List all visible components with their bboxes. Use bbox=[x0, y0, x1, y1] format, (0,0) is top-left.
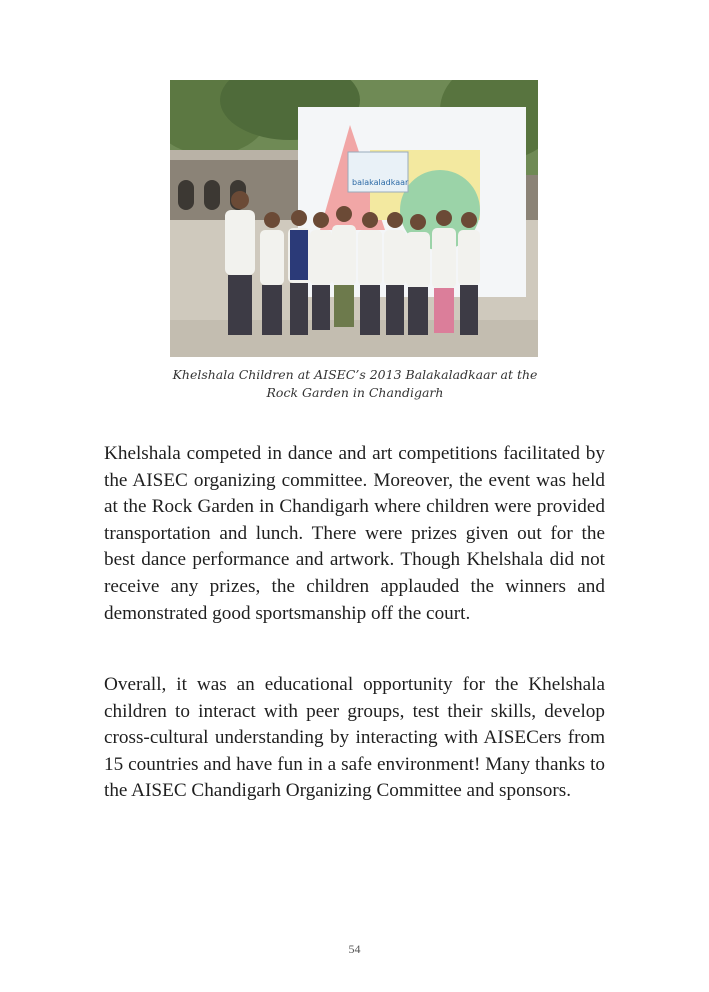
banner-logo-text: balakaladkaar bbox=[352, 178, 409, 187]
body-paragraph-2: Overall, it was an educational opportunity for the Khelshala children to interact with peer groups, test their skills, develop cross-cultural understanding by interacting with AISECers from 15 countries and have fun in a safe environment! Many thanks to the AISEC Chandigarh Organizing Committee and sponsors. bbox=[104, 674, 605, 802]
page-number: 54 bbox=[348, 942, 361, 956]
group-photo-image bbox=[170, 80, 538, 357]
photo-caption bbox=[140, 366, 570, 402]
body-paragraph-1: Khelshala competed in dance and art competitions facilitated by the AISEC organizing committee. Moreover, the event was held at the Rock Garden in Chandigarh where children were provided transportation and lunch. There were prizes given out for the best dance performance and artwork. Though Khelshala did not receive any prizes, the children applauded the winners and demonstrated good sportsmanship off the court. bbox=[104, 443, 605, 624]
caption-line-1: Khelshala Children at AISEC’s 2013 Balakaladkaar at the bbox=[172, 367, 538, 382]
group-photo bbox=[170, 80, 538, 357]
caption-line-2: Rock Garden in Chandigarh bbox=[266, 385, 444, 400]
